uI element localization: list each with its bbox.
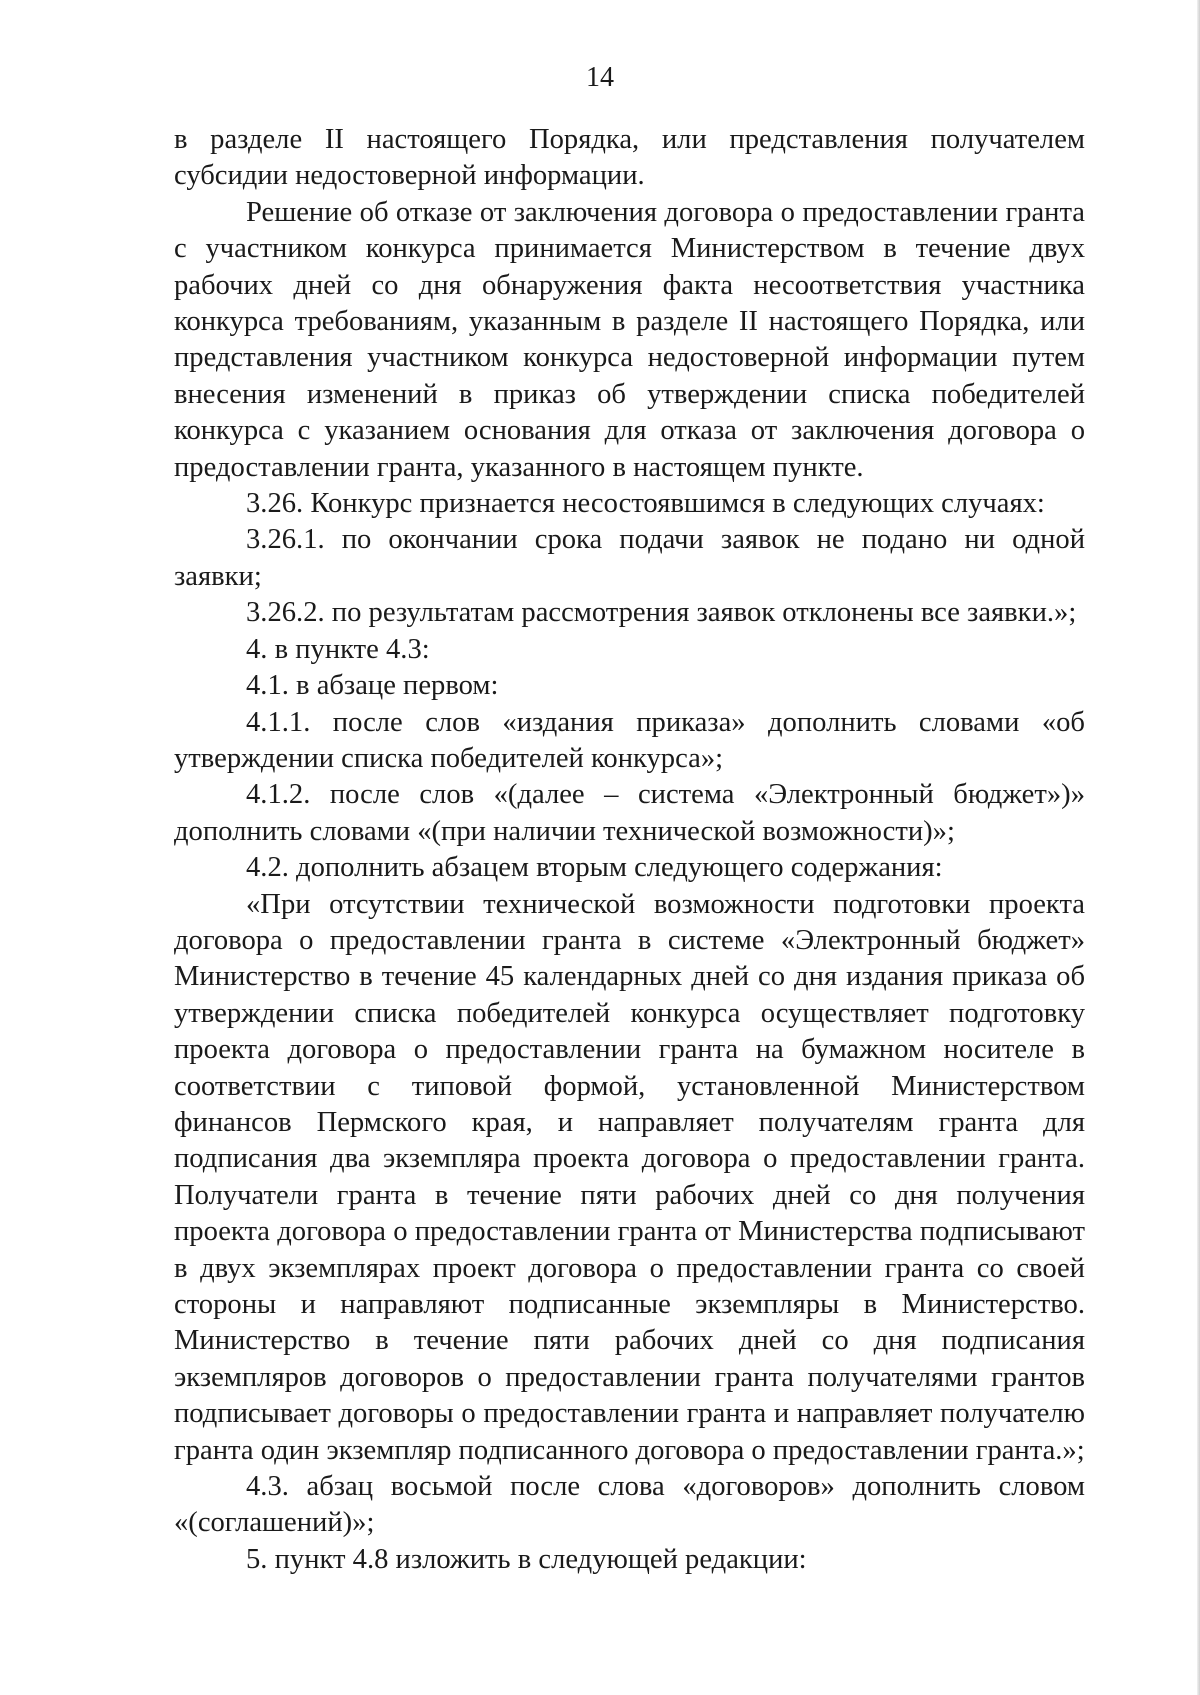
paragraph-4-3: 4.3. абзац восьмой после слова «договоров» дополнить словом «(соглашений)»; — [174, 1471, 1085, 1539]
paragraph-4-1-1: 4.1.1. после слов «издания приказа» дополнить словами «об утверждении списка победителей конкурса»; — [174, 706, 1085, 774]
paragraph-3-26: 3.26. Конкурс признается несостоявшимся в следующих случаях: — [246, 488, 1045, 520]
paragraph-3-26-1: 3.26.1. по окончании срока подачи заявок не подано ни одной заявки; — [174, 524, 1085, 592]
paragraph-5: 5. пункт 4.8 изложить в следующей редакции: — [246, 1543, 807, 1575]
paragraph-4-1: 4.1. в абзаце первом: — [246, 670, 499, 702]
paragraph-continuation: в разделе II настоящего Порядка, или представления получателем субсидии недостоверной информации. — [174, 124, 1085, 192]
page-number: 14 — [586, 62, 614, 93]
paragraph-quoted-addition: «При отсутствии технической возможности подготовки проекта договора о предоставлении гранта в системе «Электронный бюджет» Министерство в течение 45 календарных дней со дня издания приказа об утверждении списка победителей конкурса осуществляет подготовку проекта договора о предоставлении гранта на бумажном носителе в соответствии с типовой формой, установленной Министерством финансов Пермского края, и направляет получателям гранта для подписания два экземпляра проекта договора о предоставлении гранта. Получатели гранта в течение пяти рабочих дней со дня получения проекта договора о предоставлении гранта от Министерства подписывают в двух экземплярах проект договора о предоставлении гранта со своей стороны и направляют подписанные экземпляры в Министерство. Министерство в течение пяти рабочих дней со дня подписания экземпляров договоров о предоставлении гранта получателями грантов подписывает договоры о предоставлении гранта и направляет получателю гранта один экземпляр подписанного договора о предоставлении гранта.»; — [174, 888, 1085, 1466]
paragraph-4-2: 4.2. дополнить абзацем вторым следующего содержания: — [246, 852, 943, 884]
paragraph-refusal-decision: Решение об отказе от заключения договора о предоставлении гранта с участником конкурса принимается Министерством в течение двух рабочих дней со дня обнаружения факта несоответствия участника конкурса требованиям, указанным в разделе II настоящего Порядка, или представления участником конкурса недостоверной информации путем внесения изменений в приказ об утверждении списка победителей конкурса с указанием основания для отказа от заключения договора о предоставлении гранта, указанного в настоящем пункте. — [174, 196, 1085, 483]
document-body — [174, 122, 1085, 1578]
paragraph-4-1-2: 4.1.2. после слов «(далее – система «Электронный бюджет»)» дополнить словами «(при наличии технической возможности)»; — [174, 779, 1085, 847]
paragraph-3-26-2: 3.26.2. по результатам рассмотрения заявок отклонены все заявки.»; — [246, 597, 1077, 629]
paragraph-4: 4. в пункте 4.3: — [246, 633, 430, 665]
